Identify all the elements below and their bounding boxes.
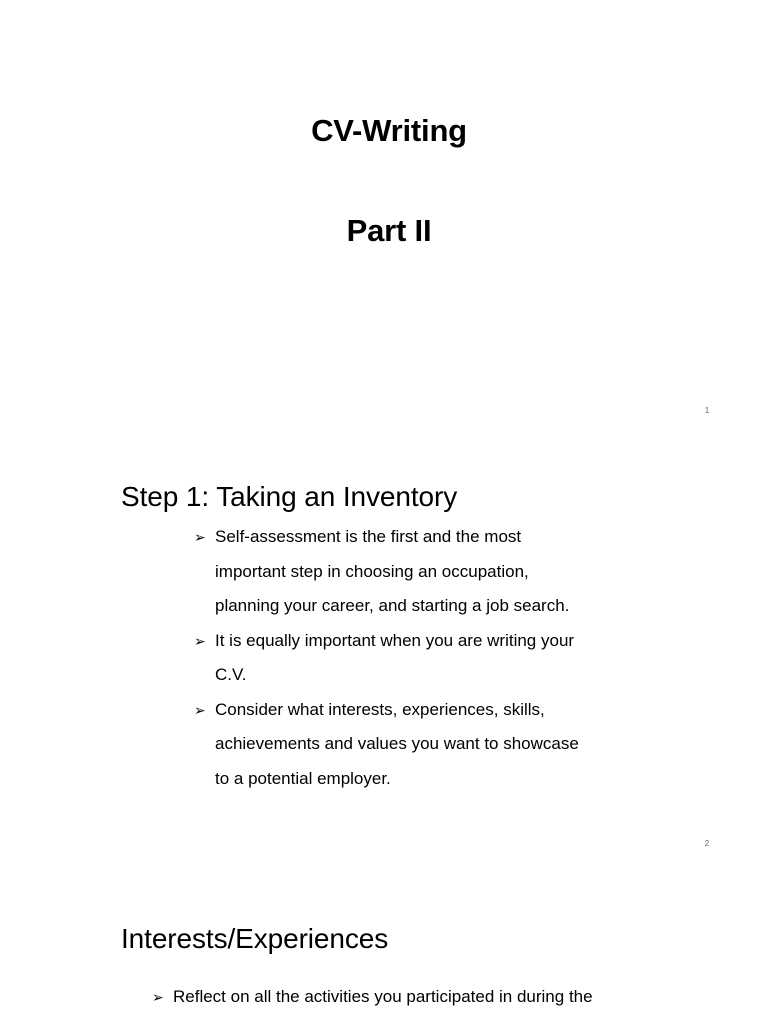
arrow-bullet-icon: ➢ <box>194 529 206 545</box>
list-item <box>194 520 579 624</box>
slide-heading: Step 1: Taking an Inventory <box>121 481 458 512</box>
list-item <box>194 693 579 797</box>
page-number: 1 <box>704 406 710 415</box>
arrow-bullet-icon: ➢ <box>152 989 164 1005</box>
slide-3 <box>0 866 768 1024</box>
slide-2 <box>0 433 768 866</box>
bullet-line: achievements and values you want to showcase <box>215 734 579 753</box>
page-number: 2 <box>704 839 710 848</box>
bullet-line: important step in choosing an occupation, <box>215 561 529 581</box>
slide-1 <box>0 0 768 433</box>
bullet-list <box>194 520 579 796</box>
slide-heading: Interests/Experiences <box>121 923 389 954</box>
bullet-line: Self-assessment is the first and the most <box>215 527 522 546</box>
bullet-line: Consider what interests, experiences, skills, <box>215 699 545 719</box>
slide-title-line-1: CV-Writing <box>311 113 467 148</box>
bullet-line: Reflect on all the activities you participated in during the <box>173 987 593 1006</box>
arrow-bullet-icon: ➢ <box>194 701 206 718</box>
bullet-line: to a potential employer. <box>215 768 391 788</box>
bullet-list <box>152 980 593 1015</box>
bullet-line: It is equally important when you are writing your <box>215 630 575 650</box>
bullet-line: C.V. <box>215 665 247 684</box>
arrow-bullet-icon: ➢ <box>194 632 206 649</box>
bullet-line: planning your career, and starting a job search. <box>215 596 570 615</box>
list-item <box>152 980 593 1015</box>
list-item <box>194 624 579 693</box>
slide-title-line-2: Part II <box>346 213 432 248</box>
